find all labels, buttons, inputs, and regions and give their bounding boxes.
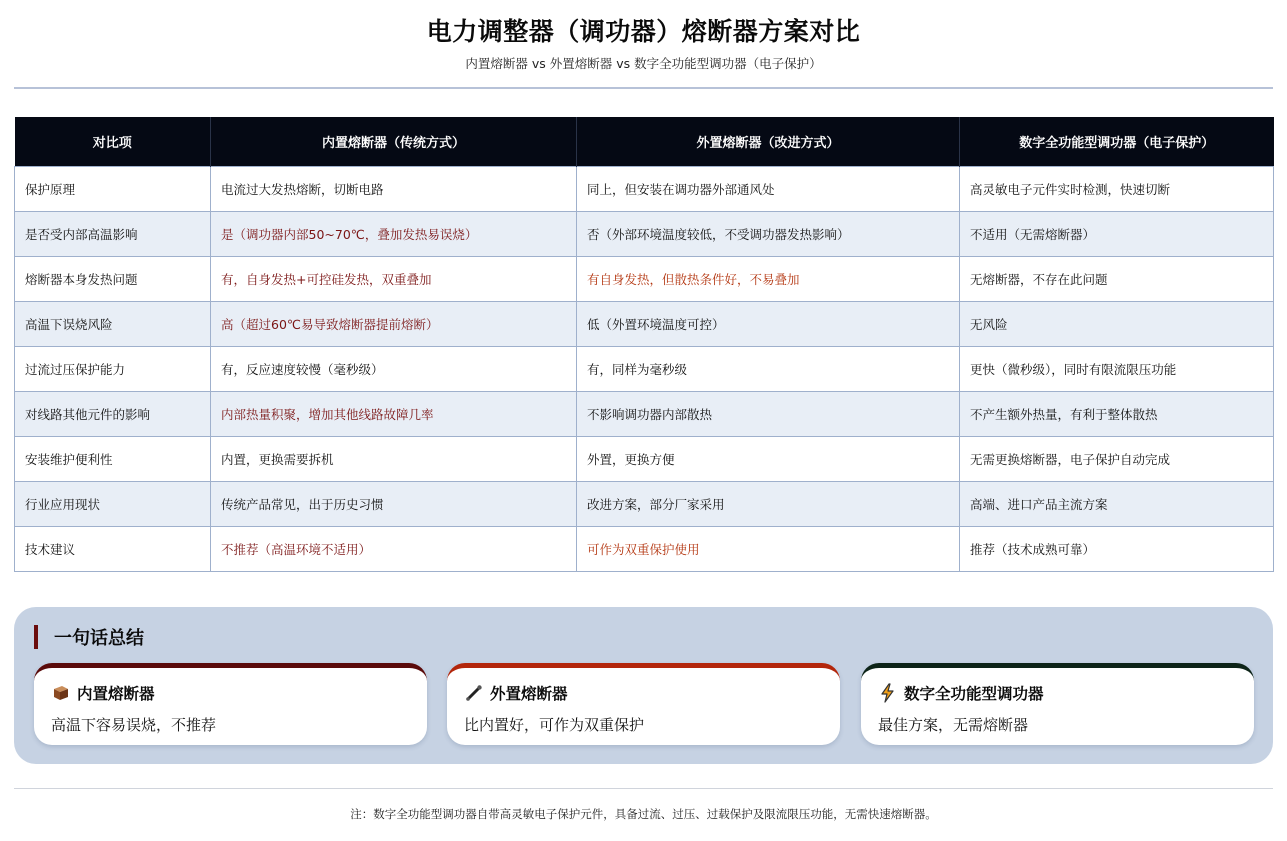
card-title-text: 数字全功能型调功器 (904, 685, 1044, 703)
card-title (51, 682, 155, 704)
summary-card-digital-controller (861, 663, 1254, 745)
table-cell: 改进方案，部分厂家采用 (577, 482, 960, 527)
summary-panel (14, 607, 1273, 764)
row-label: 行业应用现状 (15, 482, 211, 527)
table-cell: 高（超过60℃易导致熔断器提前熔断） (211, 302, 577, 347)
card-text: 最佳方案，无需熔断器 (878, 716, 1029, 734)
page-subtitle: 内置熔断器 vs 外置熔断器 vs 数字全功能型调功器（电子保护） (465, 56, 822, 71)
row-label: 保护原理 (15, 167, 211, 212)
table-row (15, 347, 1274, 392)
page-title: 电力调整器（调功器）熔断器方案对比 (426, 17, 861, 46)
table-cell: 有自身发热，但散热条件好，不易叠加 (577, 257, 960, 302)
table-cell: 高端、进口产品主流方案 (960, 482, 1274, 527)
table-cell: 可作为双重保护使用 (577, 527, 960, 572)
table-cell: 不影响调功器内部散热 (577, 392, 960, 437)
lightning-icon (878, 683, 898, 703)
footnote: 注：数字全功能型调功器自带高灵敏电子保护元件，具备过流、过压、过载保护及限流限压功能，无需快速熔断器。 (350, 807, 937, 821)
row-label: 熔断器本身发热问题 (15, 257, 211, 302)
table-row (15, 527, 1274, 572)
row-label: 是否受内部高温影响 (15, 212, 211, 257)
card-title-text: 外置熔断器 (490, 685, 568, 703)
table-header-row (15, 117, 1274, 167)
table-cell: 外置，更换方便 (577, 437, 960, 482)
fuse-icon (464, 683, 484, 703)
table-cell: 不适用（无需熔断器） (960, 212, 1274, 257)
table-cell: 不推荐（高温环境不适用） (211, 527, 577, 572)
table-cell: 否（外部环境温度较低，不受调功器发热影响） (577, 212, 960, 257)
table-cell: 无熔断器，不存在此问题 (960, 257, 1274, 302)
table-row (15, 482, 1274, 527)
summary-title: 一句话总结 (54, 628, 144, 649)
column-header: 外置熔断器（改进方式） (577, 117, 960, 167)
table-cell: 内部热量积聚，增加其他线路故障几率 (211, 392, 577, 437)
table-cell: 低（外置环境温度可控） (577, 302, 960, 347)
card-title (464, 682, 568, 704)
card-title (878, 682, 1044, 704)
card-title-text: 内置熔断器 (77, 685, 155, 703)
header-divider (14, 87, 1273, 89)
table-row (15, 212, 1274, 257)
header (0, 0, 1287, 73)
table-row (15, 392, 1274, 437)
card-text: 比内置好，可作为双重保护 (464, 716, 645, 734)
row-label: 安装维护便利性 (15, 437, 211, 482)
table-cell: 是（调功器内部50~70℃，叠加发热易误烧） (211, 212, 577, 257)
table-cell: 电流过大发热熔断，切断电路 (211, 167, 577, 212)
table-cell: 同上，但安装在调功器外部通风处 (577, 167, 960, 212)
table-cell: 更快（微秒级），同时有限流限压功能 (960, 347, 1274, 392)
table-row (15, 302, 1274, 347)
column-header: 内置熔断器（传统方式） (211, 117, 577, 167)
footer-divider (14, 788, 1273, 789)
summary-accent-bar (34, 625, 38, 649)
table-cell: 传统产品常见，出于历史习惯 (211, 482, 577, 527)
table-cell: 无需更换熔断器，电子保护自动完成 (960, 437, 1274, 482)
comparison-table (14, 117, 1274, 572)
summary-card-internal-fuse (34, 663, 427, 745)
table-cell: 有，同样为毫秒级 (577, 347, 960, 392)
table-cell: 有，自身发热+可控硅发热，双重叠加 (211, 257, 577, 302)
table-cell: 高灵敏电子元件实时检测，快速切断 (960, 167, 1274, 212)
table-cell: 无风险 (960, 302, 1274, 347)
column-header: 数字全功能型调功器（电子保护） (960, 117, 1274, 167)
row-label: 过流过压保护能力 (15, 347, 211, 392)
table-cell: 有，反应速度较慢（毫秒级） (211, 347, 577, 392)
summary-card-external-fuse (447, 663, 840, 745)
summary-heading (34, 625, 144, 649)
table-cell: 推荐（技术成熟可靠） (960, 527, 1274, 572)
row-label: 高温下误烧风险 (15, 302, 211, 347)
row-label: 技术建议 (15, 527, 211, 572)
table-row (15, 167, 1274, 212)
row-label: 对线路其他元件的影响 (15, 392, 211, 437)
table-cell: 内置，更换需要拆机 (211, 437, 577, 482)
brick-icon (51, 683, 71, 703)
table-row (15, 257, 1274, 302)
table-cell: 不产生额外热量，有利于整体散热 (960, 392, 1274, 437)
card-text: 高温下容易误烧，不推荐 (51, 716, 217, 734)
table-row (15, 437, 1274, 482)
column-header: 对比项 (15, 117, 211, 167)
